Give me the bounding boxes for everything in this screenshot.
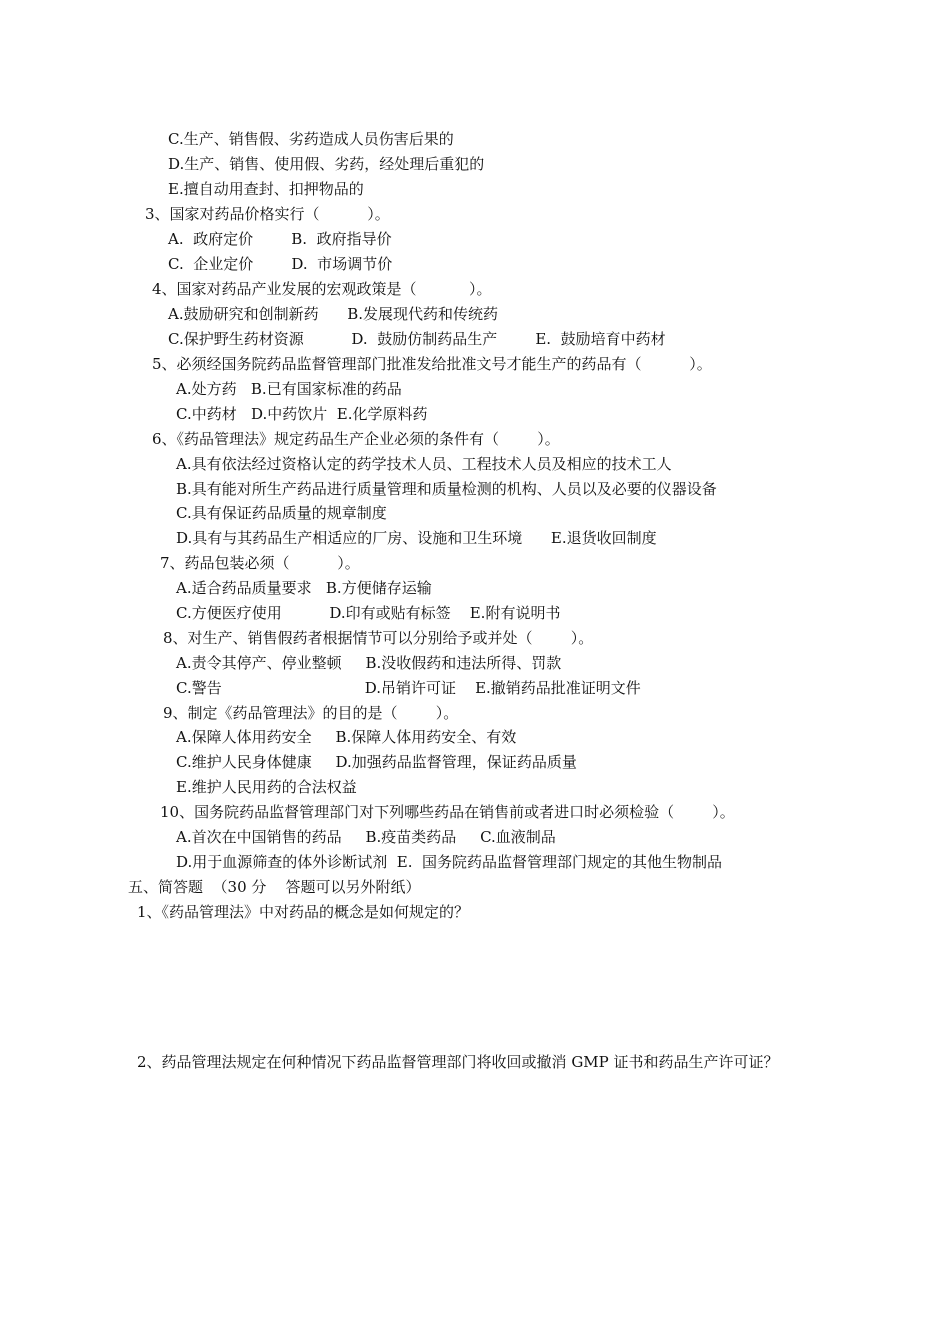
option-line: E.维护人民用药的合法权益	[176, 778, 357, 796]
option-line: D.用于血源筛查的体外诊断试剂 E. 国务院药品监督管理部门规定的其他生物制品	[176, 853, 723, 871]
option-line: A. 政府定价 B. 政府指导价	[168, 230, 392, 248]
option-line: C.维护人民身体健康 D.加强药品监督管理，保证药品质量	[176, 753, 577, 771]
question-9: 9、制定《药品管理法》的目的是（ ）。	[163, 704, 459, 722]
option-line: C.保护野生药材资源 D. 鼓励仿制药品生产 E. 鼓励培育中药材	[168, 330, 666, 348]
option-line: A.具有依法经过资格认定的药学技术人员、工程技术人员及相应的技术工人	[176, 455, 672, 473]
question-8: 8、对生产、销售假药者根据情节可以分别给予或并处（ ）。	[163, 629, 594, 647]
option-line: A.责令其停产、停业整顿 B.没收假药和违法所得、罚款	[176, 654, 562, 672]
option-line: A.处方药 B.已有国家标准的药品	[176, 380, 402, 398]
option-line: C.具有保证药品质量的规章制度	[176, 504, 387, 522]
option-line: C.方便医疗使用 D.印有或贴有标签 E.附有说明书	[176, 604, 561, 622]
question-6: 6、《药品管理法》规定药品生产企业必须的条件有（ ）。	[152, 430, 560, 448]
option-line: A.保障人体用药安全 B.保障人体用药安全、有效	[176, 728, 517, 746]
section-heading: 五、简答题 （30 分 答题可以另外附纸）	[128, 878, 421, 896]
option-line: C. 企业定价 D. 市场调节价	[168, 255, 393, 273]
question-3: 3、国家对药品价格实行（ ）。	[145, 205, 390, 223]
short-answer-1: 1、《药品管理法》中对药品的概念是如何规定的？	[137, 903, 470, 921]
option-line: B.具有能对所生产药品进行质量管理和质量检测的机构、人员以及必要的仪器设备	[176, 480, 717, 498]
option-line: A.适合药品质量要求 B.方便储存运输	[176, 579, 432, 597]
option-line: A.鼓励研究和创制新药 B.发展现代药和传统药	[168, 305, 499, 323]
short-answer-2: 2、药品管理法规定在何种情况下药品监督管理部门将收回或撤消 GMP 证书和药品生产许可证？	[137, 1053, 779, 1071]
question-7: 7、药品包装必须（ ）。	[160, 554, 360, 572]
option-line: D.具有与其药品生产相适应的厂房、设施和卫生环境 E.退货收回制度	[176, 529, 657, 547]
option-line: C.警告 D.吊销许可证 E.撤销药品批准证明文件	[176, 679, 641, 697]
option-line: C.生产、销售假、劣药造成人员伤害后果的	[168, 130, 454, 148]
option-line: C.中药材 D.中药饮片 E.化学原料药	[176, 405, 428, 423]
option-line: E.擅自动用查封、扣押物品的	[168, 180, 364, 198]
question-10: 10、国务院药品监督管理部门对下列哪些药品在销售前或者进口时必须检验（ ）。	[160, 803, 735, 821]
question-4: 4、国家对药品产业发展的宏观政策是（ ）。	[152, 280, 492, 298]
question-5: 5、必须经国务院药品监督管理部门批准发给批准文号才能生产的药品有（ ）。	[152, 355, 712, 373]
option-line: D.生产、销售、使用假、劣药，经处理后重犯的	[168, 155, 485, 173]
option-line: A.首次在中国销售的药品 B.疫苗类药品 C.血液制品	[176, 828, 556, 846]
